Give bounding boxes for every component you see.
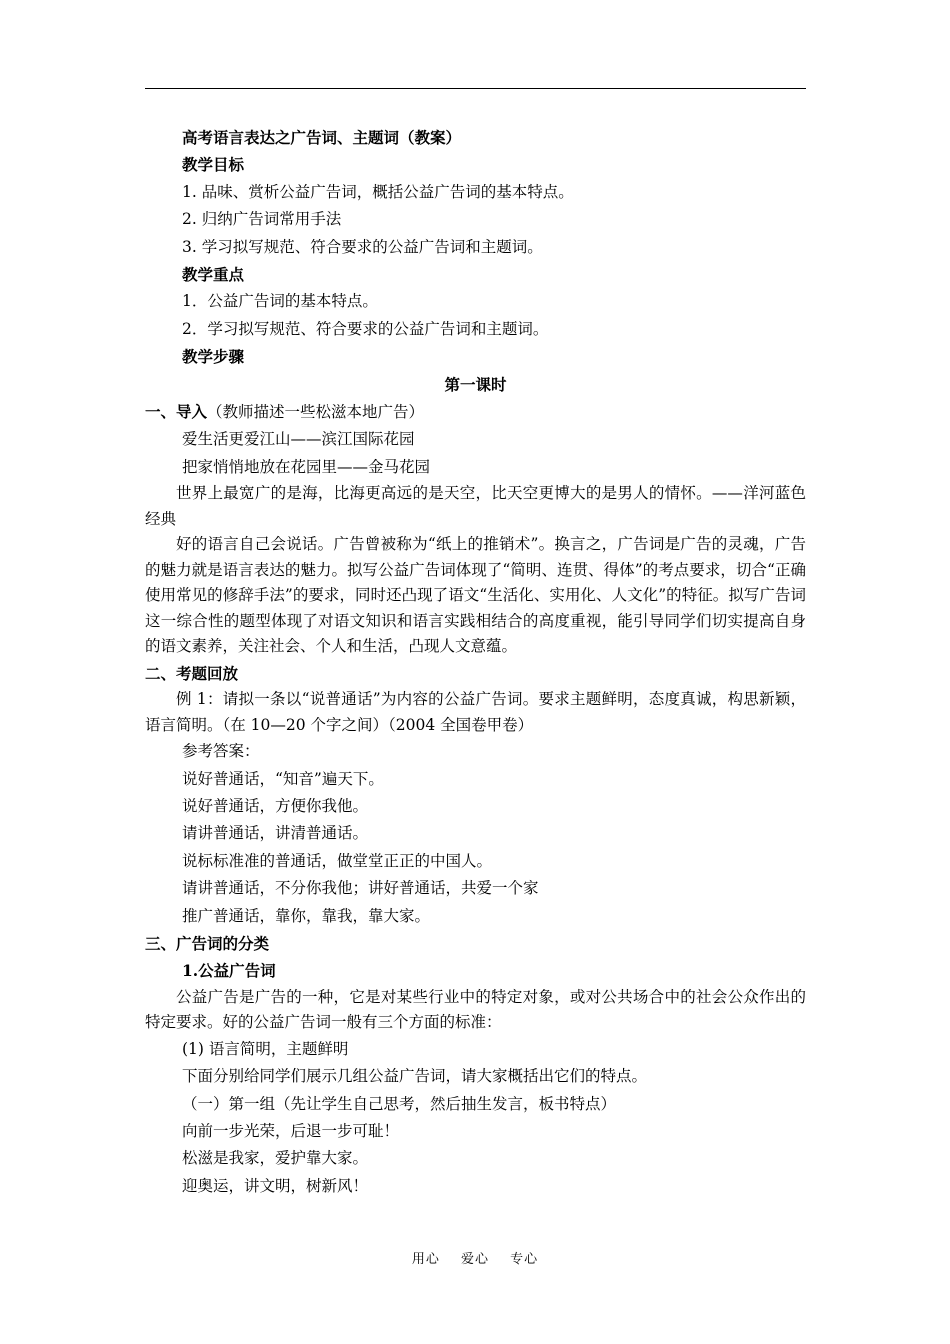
answer-item: 说好普通话，“知音”遍天下。 [182, 769, 384, 788]
footer-word: 用心 [411, 1252, 440, 1267]
subsection-heading: 1.公益广告词 [182, 961, 276, 981]
slogan-item: 向前一步光荣，后退一步可耻！ [182, 1122, 400, 1141]
public-ad-paragraph: 公益广告是广告的一种，它是对某些行业中的特定对象，或对公共场合中的社会公众作出的特定要求。好的公益广告词一般有三个方面的标准： [145, 987, 806, 1032]
section-1-title: 一、导入 [145, 402, 208, 422]
goal-item: 3. 学习拟写规范、符合要求的公益广告词和主题词。 [182, 237, 543, 256]
answer-item: 说标标准准的普通话，做堂堂正正的中国人。 [182, 851, 493, 870]
answer-item: 说好普通话，方便你我他。 [182, 797, 369, 815]
header-rule [145, 88, 806, 89]
focus-item: 2．学习拟写规范、符合要求的公益广告词和主题词。 [182, 319, 549, 338]
answer-item: 请讲普通话，不分你我他；讲好普通话，共爱一个家 [182, 879, 539, 898]
ad-example: 爱生活更爱江山——滨江国际花园 [182, 430, 415, 449]
lesson-heading: 第一课时 [444, 374, 507, 394]
focus-item: 1．公益广告词的基本特点。 [182, 292, 378, 311]
slogan-item: 松滋是我家，爱护靠大家。 [182, 1149, 369, 1168]
document-title: 高考语言表达之广告词、主题词（教案） [182, 128, 462, 147]
footer-word: 专心 [510, 1252, 539, 1267]
slogan-item: 迎奥运，讲文明，树新风！ [182, 1176, 369, 1195]
section-2-heading: 二、考题回放 [145, 663, 239, 683]
criterion-item: (1) 语言简明，主题鲜明 [182, 1039, 349, 1058]
goal-item: 2. 归纳广告词常用手法 [182, 210, 342, 229]
goal-item: 1. 品味、赏析公益广告词，概括公益广告词的基本特点。 [182, 182, 574, 201]
section-3-heading: 三、广告词的分类 [145, 934, 270, 954]
exam-example: 例 1：请拟一条以“说普通话”为内容的公益广告词。要求主题鲜明，态度真诚，构思新颖，语言简明。（在 10—20 个字之间）（2004 全国卷甲卷） [145, 690, 806, 734]
focus-heading: 教学重点 [182, 265, 245, 285]
steps-heading: 教学步骤 [182, 347, 245, 367]
footer-word: 爱心 [460, 1252, 489, 1267]
answer-item: 请讲普通话，讲清普通话。 [182, 824, 369, 843]
section-1-heading [145, 398, 806, 426]
ad-example: 把家悄悄地放在花园里——金马花园 [182, 457, 431, 476]
intro-paragraph-2: 好的语言自己会说话。广告曾被称为“纸上的推销术”。换言之，广告词是广告的灵魂，广告的魅力就是语言表达的魅力。拟写公益广告词体现了“简明、连贯、得体”的考点要求，切合“正确使用常见的修辞手法”的要求，同时还凸现了语文“生活化、实用化、人文化”的特征。拟写广告词这一综合性的题型体现了对语文知识和语言实践相结合的高度重视，能引导同学们切实提高自身的语文素养，关注社会、个人和生活，凸现人文意蕴。 [145, 535, 806, 656]
intro-paragraph-1: 世界上最宽广的是海，比海更高远的是天空，比天空更博大的是男人的情怀。——洋河蓝色经典 [145, 484, 806, 528]
answer-label: 参考答案： [182, 742, 260, 761]
group-heading: （一）第一组（先让学生自己思考，然后抽生发言，板书特点） [182, 1094, 617, 1113]
document-body [145, 124, 806, 1200]
page-footer [0, 1248, 950, 1267]
group-intro: 下面分别给同学们展示几组公益广告词，请大家概括出它们的特点。 [182, 1067, 648, 1086]
goals-heading: 教学目标 [182, 155, 245, 175]
answer-item: 推广普通话，靠你，靠我，靠大家。 [182, 906, 431, 925]
section-1-note: （教师描述一些松滋本地广告） [207, 403, 425, 422]
